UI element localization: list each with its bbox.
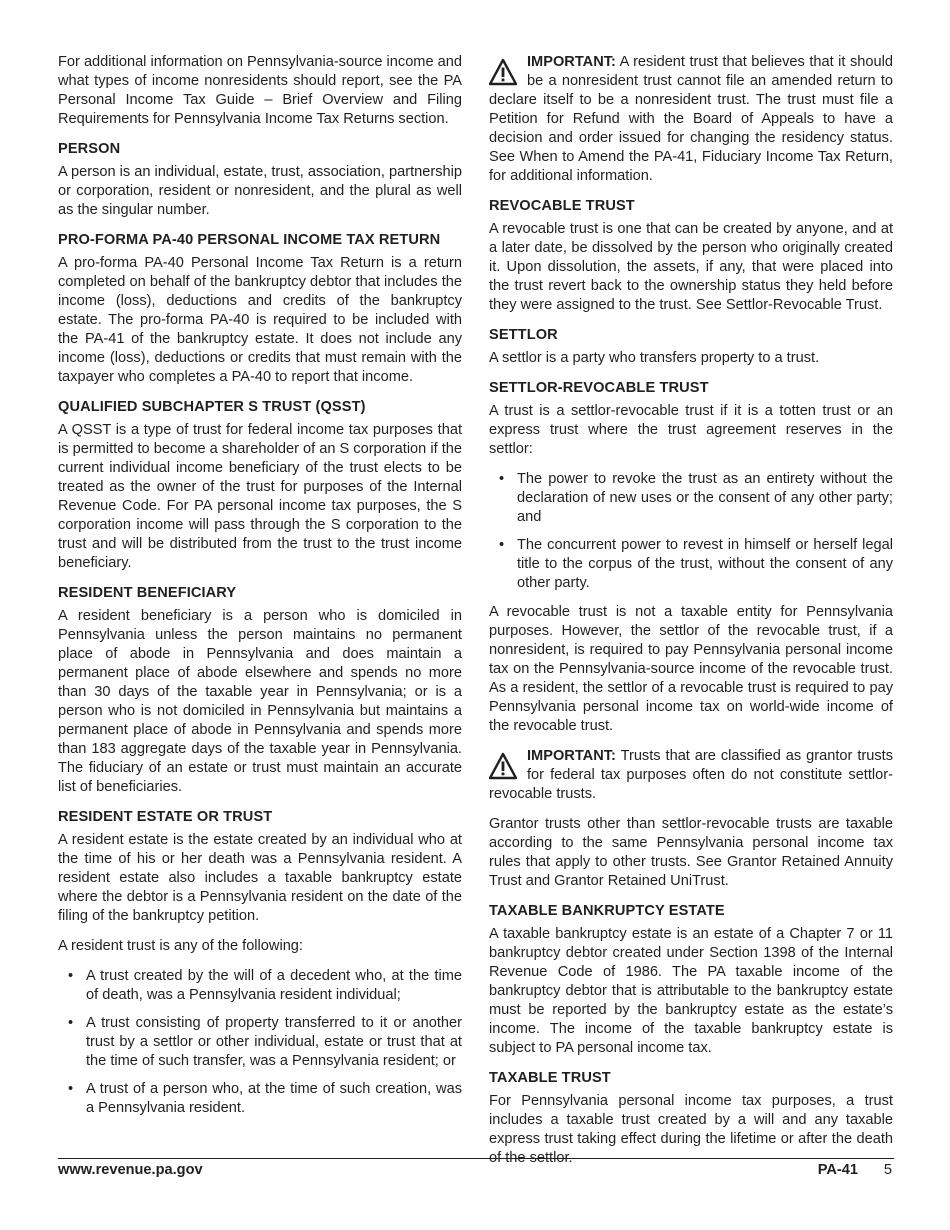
grantor-paragraph: Grantor trusts other than settlor-revocable trusts are taxable according to the same Pennsylvania personal income tax rules that apply to other trusts. See Grantor Retained Annuity Trust and Grantor Retained UniTrust. <box>489 816 893 889</box>
person-paragraph: A person is an individual, estate, trust, association, partnership or corporation, resident or nonresident, and the plural as well as the singular number. <box>58 164 462 218</box>
resident-estate-heading: RESIDENT ESTATE OR TRUST <box>58 809 273 825</box>
list-item: • The power to revoke the trust as an entirety without the declaration of new uses or the consent of any other party; and <box>499 471 893 525</box>
warning-triangle-icon <box>489 58 517 86</box>
settlor-revocable-list <box>489 470 893 593</box>
resident-beneficiary-heading: RESIDENT BENEFICIARY <box>58 585 237 601</box>
revocable-trust-heading: REVOCABLE TRUST <box>489 198 635 214</box>
bullet-icon: • <box>499 537 505 553</box>
list-item: • A trust created by the will of a decedent who, at the time of death, was a Pennsylvania resident individual; <box>68 968 462 1003</box>
taxable-bankruptcy-heading: TAXABLE BANKRUPTCY ESTATE <box>489 903 725 919</box>
resident-trust-intro: A resident trust is any of the following: <box>58 938 303 954</box>
right-column <box>489 53 893 1179</box>
important-note-residency: IMPORTANT: A resident trust that believes that it should be a nonresident trust cannot file an amended return to declare itself to be a nonresident trust. The trust must file a Petition for Refund with the Board of Appeals to have a decision and order issued for changing the residency status. See When to Amend the PA-41, Fiduciary Income Tax Return, for additional information. <box>489 54 893 184</box>
settlor-paragraph: A settlor is a party who transfers property to a trust. <box>489 350 820 366</box>
bullet-icon: • <box>68 1081 74 1097</box>
page-footer <box>58 1158 894 1178</box>
footer-page-number: 5 <box>883 1162 892 1178</box>
intro-paragraph: For additional information on Pennsylvania-source income and what types of income nonresidents should report, see the PA Personal Income Tax Guide – Brief Overview and Filing Requirements for Pennsylvania Income Tax Returns section. <box>58 54 462 127</box>
footer-website-link[interactable]: www.revenue.pa.gov <box>58 1162 203 1178</box>
resident-trust-list <box>58 967 462 1118</box>
settlor-revocable-heading: SETTLOR-REVOCABLE TRUST <box>489 380 709 396</box>
bullet-icon: • <box>68 1015 74 1031</box>
settlor-revocable-paragraph: A trust is a settlor-revocable trust if it is a totten trust or an express trust where the trust agreement reserves in the settlor: <box>489 403 893 457</box>
resident-estate-paragraph: A resident estate is the estate created by an individual who at the time of his or her death was a Pennsylvania resident. A resident estate also includes a taxable bankruptcy estate where the debtor is a Pennsylvania resident on the date of the filing of the bankruptcy petition. <box>58 832 462 924</box>
proforma-paragraph: A pro-forma PA-40 Personal Income Tax Return is a return completed on behalf of the bankruptcy debtor that includes the income (loss), deductions and credits of the bankruptcy estate. The pro-forma PA-40 is required to be included with the PA-41 of the bankruptcy estate. It does not include any income (loss), deductions or credits that must remain with the taxpayer who completes a PA-40 to report that income. <box>58 255 462 385</box>
taxable-bankruptcy-paragraph: A taxable bankruptcy estate is an estate of a Chapter 7 or 11 bankruptcy debtor created under Section 1398 of the Internal Revenue Code of 1986. The PA taxable income of the bankruptcy debtor that is attributable to the bankruptcy estate must be reported by the bankruptcy estate as the estate’s income. The income of the taxable bankruptcy estate is subject to PA personal income tax. <box>489 926 893 1056</box>
proforma-heading: PRO-FORMA PA-40 PERSONAL INCOME TAX RETURN <box>58 232 441 248</box>
important-note-grantor: IMPORTANT: Trusts that are classified as grantor trusts for federal tax purposes often do not constitute settlor-revocable trusts. <box>489 748 893 802</box>
resident-beneficiary-paragraph: A resident beneficiary is a person who is domiciled in Pennsylvania unless the person maintains no permanent place of abode in Pennsylvania and does maintain a permanent place of abode elsewhere and spends no more than 30 days of the taxable year in Pennsylvania; or is a person who is not domiciled in Pennsylvania but maintains a permanent place of abode in Pennsylvania and spends more than 183 aggregate days of the taxable year in Pennsylvania. The fiduciary of an estate or trust must maintain an accurate list of beneficiaries. <box>58 608 462 795</box>
person-heading: PERSON <box>58 141 121 157</box>
footer-form-name: PA-41 <box>817 1162 858 1178</box>
bullet-icon: • <box>68 968 74 984</box>
list-item: • The concurrent power to revest in himself or herself legal title to the corpus of the trust, without the consent of any other party. <box>499 537 893 591</box>
bullet-icon: • <box>499 471 505 487</box>
list-item: • A trust consisting of property transferred to it or another trust by a settlor or other individual, estate or trust that at the time of such transfer, was a Pennsylvania resident; or <box>68 1015 462 1069</box>
revocable-trust-paragraph: A revocable trust is one that can be created by anyone, and at a later date, be dissolved by the person who originally created it. Upon dissolution, the assets, if any, that were placed into the trust revert back to the ownership status they held before they were assigned to the trust. See Settlor-Revocable Trust. <box>489 221 893 313</box>
qsst-heading: QUALIFIED SUBCHAPTER S TRUST (QSST) <box>58 399 366 415</box>
left-column <box>58 53 462 1128</box>
warning-triangle-icon <box>489 752 517 780</box>
taxable-trust-heading: TAXABLE TRUST <box>489 1070 611 1086</box>
settlor-heading: SETTLOR <box>489 327 558 343</box>
taxable-trust-paragraph: For Pennsylvania personal income tax purposes, a trust includes a taxable trust created by a will and any taxable express trust taking effect during the lifetime or after the death of the settlor. <box>489 1093 893 1166</box>
settlor-revocable-paragraph-2: A revocable trust is not a taxable entity for Pennsylvania purposes. However, the settlor of the revocable trust, if a nonresident, is required to pay Pennsylvania personal income tax on the Pennsylvania-source income of the revocable trust. As a resident, the settlor of a revocable trust is required to pay Pennsylvania personal income tax on world-wide income of the revocable trust. <box>489 604 893 734</box>
list-item: • A trust of a person who, at the time of such creation, was a Pennsylvania resident. <box>68 1081 462 1116</box>
qsst-paragraph: A QSST is a type of trust for federal income tax purposes that is permitted to become a shareholder of an S corporation if the current individual income beneficiary of the trust elects to be treated as the owner of the trust for purposes of the Internal Revenue Code. For PA personal income tax purposes, the S corporation income will pass through the S corporation to the trust and will be distributed from the trust to the trust income beneficiary. <box>58 422 462 571</box>
